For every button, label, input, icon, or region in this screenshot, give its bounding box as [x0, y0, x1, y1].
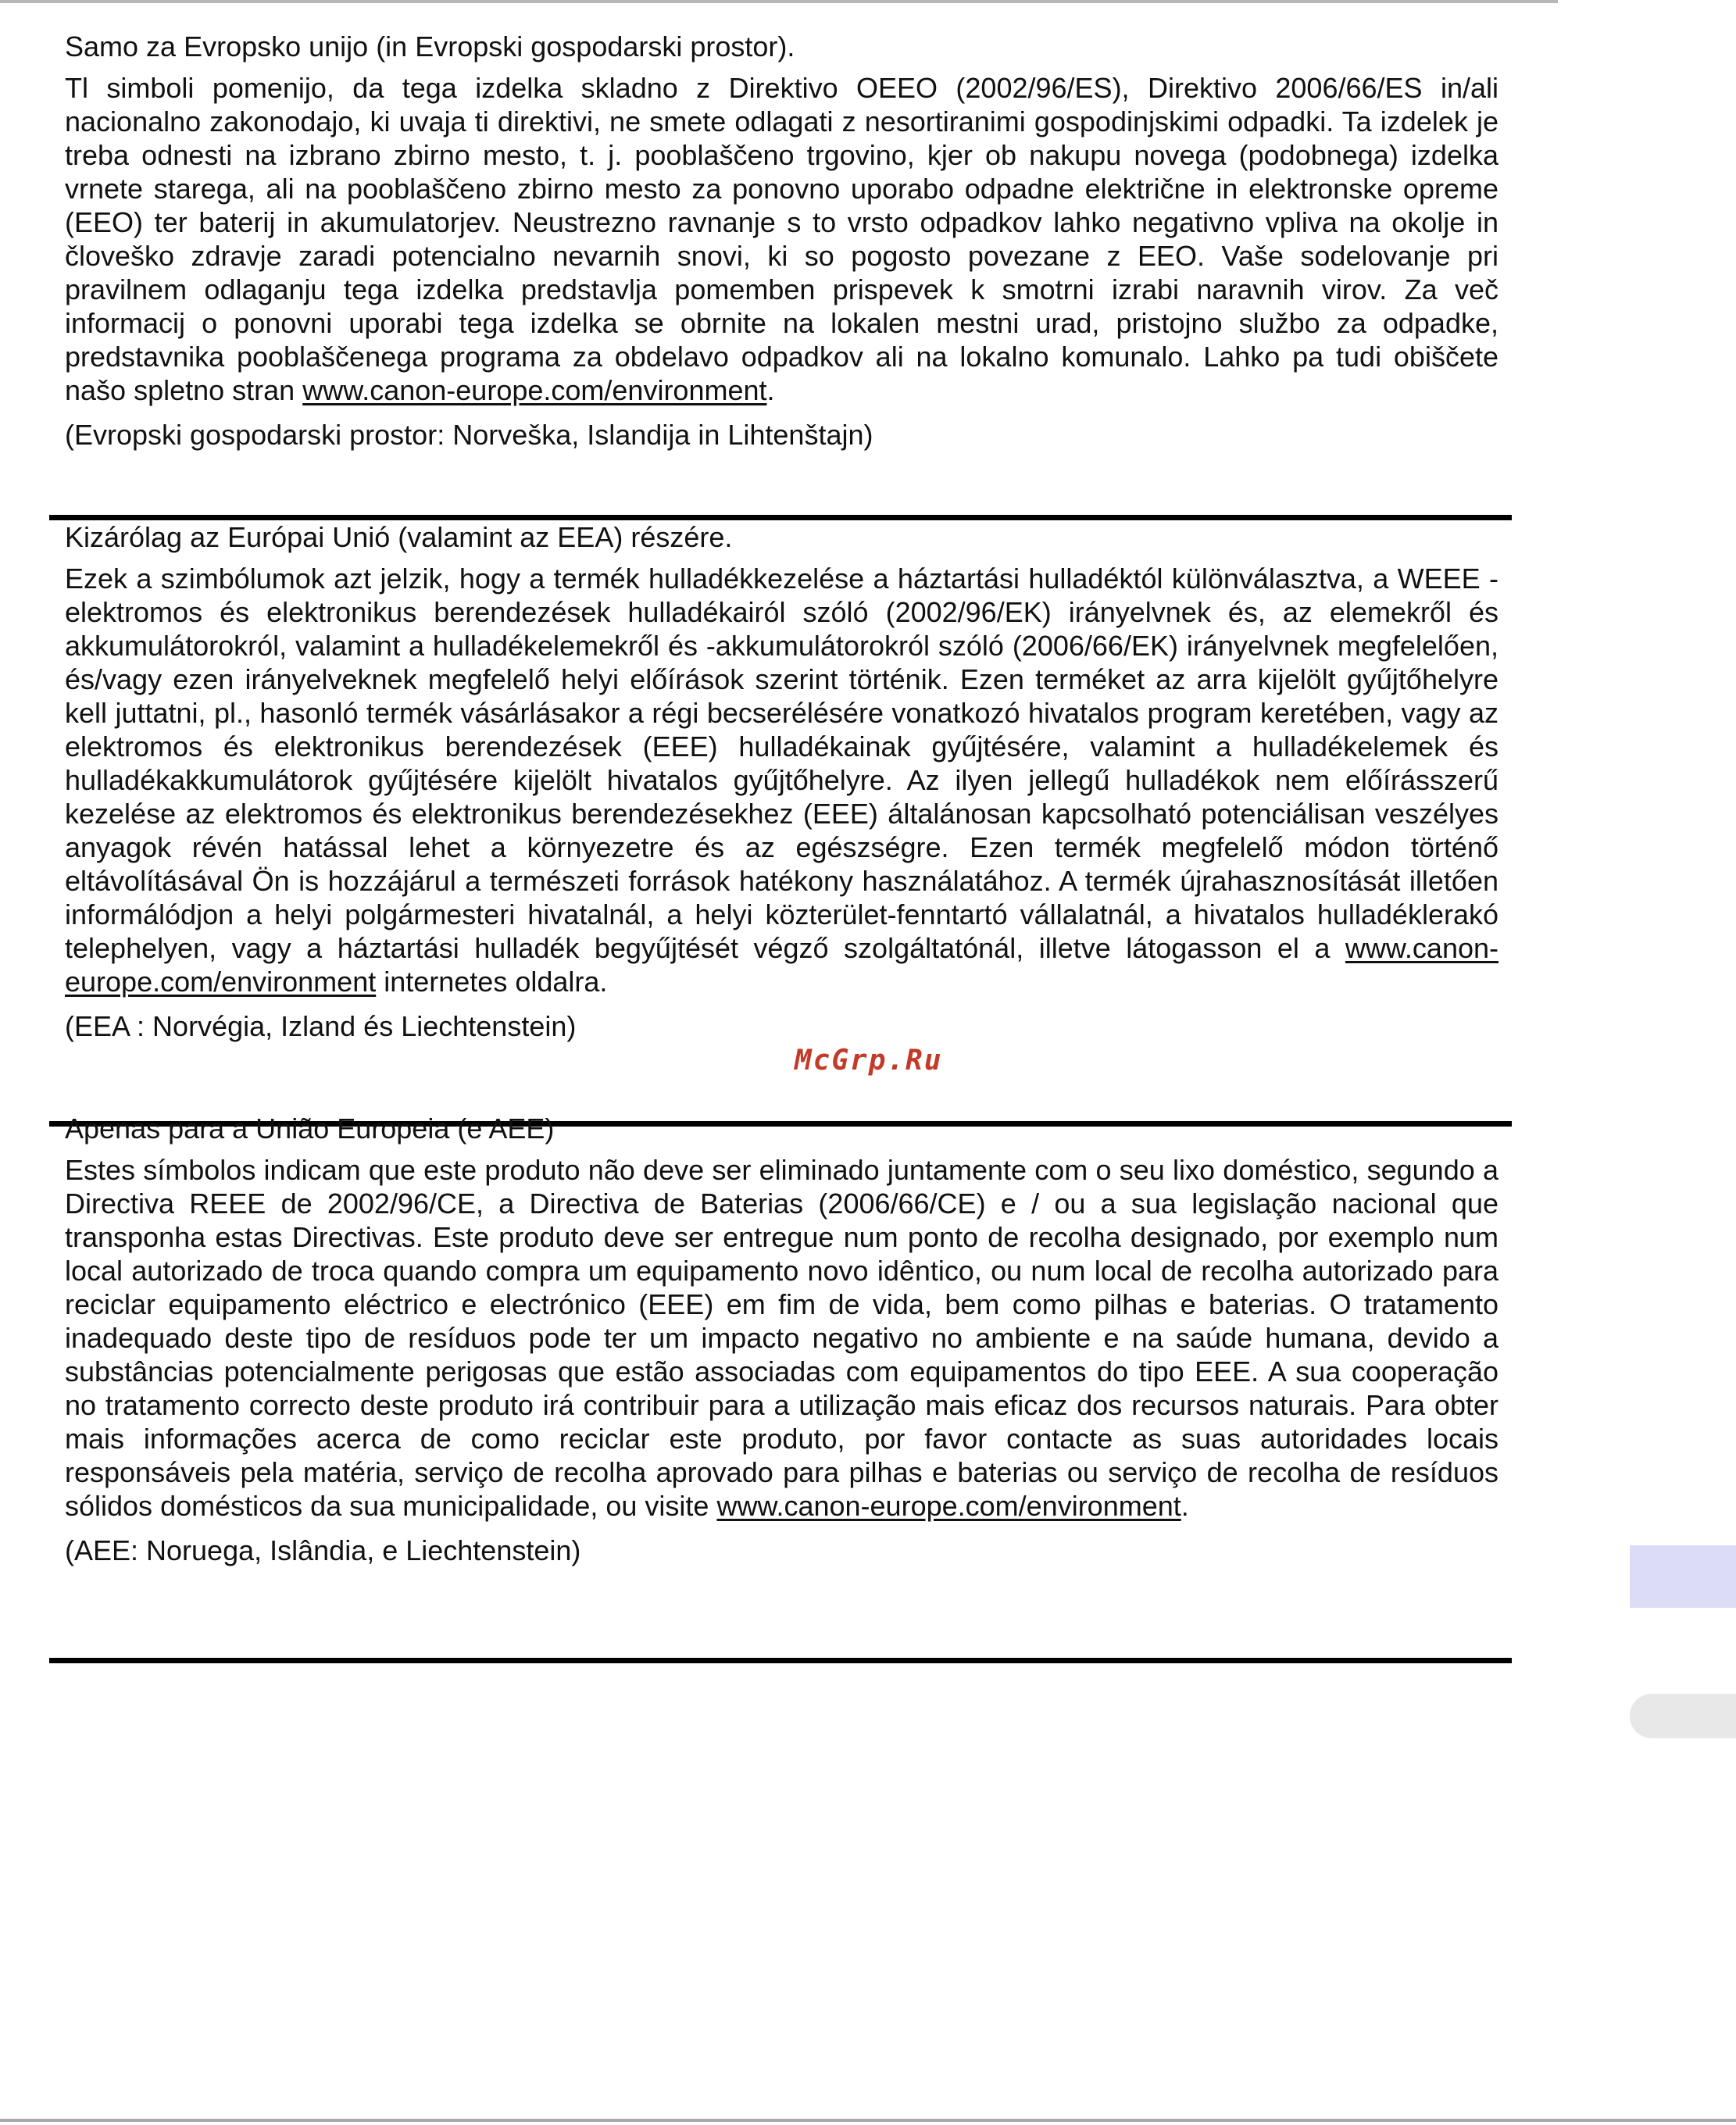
section-body	[65, 562, 1498, 998]
section-note: (Evropski gospodarski prostor: Norveška, Islandija in Lihtenštajn)	[65, 419, 873, 451]
body-text-end: .	[1181, 1490, 1189, 1522]
section-slovenian	[65, 30, 1498, 452]
top-rule	[0, 0, 1558, 3]
body-text: Estes símbolos indicam que este produto não deve ser eliminado juntamente com o seu lixo doméstico, segundo a Directiva REEE de 2002/96/CE, a Directiva de Baterias (2006/66/CE) e / ou a sua legislação nacional que transponha estas Directivas. Este produto deve ser entregue num ponto de recolha designado, por exemplo num local autorizado de troca quando compra um equipamento novo idêntico, ou num local de recolha autorizado para reciclar equipamento eléctrico e electrónico (EEE) em fim de vida, bem como pilhas e baterias. O tratamento inadequado deste tipo de resíduos pode ter um impacto negativo no ambiente e na saúde humana, devido a substâncias potencialmente perigosas que estão associadas com equipamentos do tipo EEE. A sua cooperação no tratamento correcto deste produto irá contribuir para a utilização mais eficaz dos recursos naturais. Para obter mais informações acerca de como reciclar este produto, por favor contacte as suas autoridades locais responsáveis pela matéria, serviço de recolha aprovado para pilhas e baterias ou serviço de recolha de resíduos sólidos domésticos da sua municipalidade, ou visite	[65, 1154, 1498, 1522]
section-portuguese	[65, 1112, 1498, 1567]
body-text: Ezek a szimbólumok azt jelzik, hogy a termék hulladékkezelése a háztartási hulladéktól különválasztva, a WEEE - elektromos és elektronikus berendezések hulladékairól szóló (2002/96/EK) irányelvnek és, az elemekről és akkumulátorokról, valamint a hulladékelemekről és -akkumulátorokról szóló (2006/66/EK) irányelvnek megfelelően, és/vagy ezen irányelveknek megfelelő helyi előírások szerint történik. Ezen terméket az arra kijelölt gyűjtőhelyre kell juttatni, pl., hasonló termék vásárlásakor a régi becserélésére vonatkozó hivatalos program keretében, vagy az elektromos és elektronikus berendezések (EEE) hulladékainak gyűjtésére, valamint a hulladékelemek és hulladékakkumulátorok gyűjtésére kijelölt hivatalos gyűjtőhelyre. Az ilyen jellegű hulladékok nem előírásszerű kezelése az elektromos és elektronikus berendezésekhez (EEE) általánosan kapcsolható potenciálisan veszélyes anyagok révén hatással lehet a környezetre és az egészségre. Ezen termék megfelelő módon történő eltávolításával Ön is hozzájárul a természeti források hatékony használatához. A termék újrahasznosítását illetően informálódjon a helyi polgármesteri hivatalnál, a helyi közterület-fenntartó vállalatnál, a hivatalos hulladéklerakó telephelyen, vagy a háztartási hulladék begyűjtését végző szolgáltatónál, illetve látogasson el a	[65, 562, 1498, 964]
canon-environment-link[interactable]: www.canon-europe.com/environment	[65, 932, 1498, 998]
section-body	[65, 71, 1498, 407]
body-text: Tl simboli pomenijo, da tega izdelka skladno z Direktivo OEEO (2002/96/ES), Direktivo 2006/66/ES in/ali nacionalno zakonodajo, ki uvaja ti direktivi, ne smete odlagati z nesortiranimi gospodinjskimi odpadki. Ta izdelek je treba odnesti na izbrano zbirno mesto, t. j. pooblaščeno trgovino, kjer ob nakupu novega (podobnega) izdelka vrnete starega, ali na pooblaščeno zbirno mesto za ponovno uporabo odpadne električne in elektronske opreme (EEO) ter baterij in akumulatorjev. Neustrezno ravnanje s to vrsto odpadkov lahko negativno vpliva na okolje in človeško zdravje zaradi potencialno nevarnih snovi, ki so pogosto povezane z EEO. Vaše sodelovanje pri pravilnem odlaganju tega izdelka predstavlja pomemben prispevek k smotrni izrabi naravnih virov. Za več informacij o ponovni uporabi tega izdelka se obrnite na lokalen mestni urad, pristojno službo za odpadke, predstavnika pooblaščenega programa za obdelavo odpadkov ali na lokalno komunalo. Lahko pa tudi obiščete našo spletno stran	[65, 72, 1498, 406]
section-heading: Apenas para a União Europeia (e AEE)	[65, 1112, 555, 1145]
section-note: (EEA : Norvégia, Izland és Liechtenstein)	[65, 1010, 577, 1042]
section-body	[65, 1153, 1498, 1523]
section-divider	[49, 515, 1512, 520]
section-heading: Samo za Evropsko unijo (in Evropski gospodarski prostor).	[65, 30, 795, 62]
watermark: McGrp.Ru	[795, 1045, 943, 1077]
section-note: (AEE: Noruega, Islândia, e Liechtenstein)	[65, 1534, 581, 1566]
body-text-end: internetes oldalra.	[376, 966, 608, 998]
body-text-end: .	[766, 374, 775, 406]
side-tab-active[interactable]	[1630, 1545, 1736, 1608]
section-divider	[49, 1658, 1512, 1663]
document-body	[65, 30, 1498, 1567]
section-heading: Kizárólag az Európai Unió (valamint az EEA) részére.	[65, 521, 733, 553]
side-tab[interactable]	[1630, 1694, 1736, 1738]
canon-environment-link[interactable]: www.canon-europe.com/environment	[302, 374, 767, 406]
section-hungarian	[65, 520, 1498, 1043]
canon-environment-link[interactable]: www.canon-europe.com/environment	[716, 1490, 1181, 1522]
bottom-rule	[0, 2119, 1736, 2122]
